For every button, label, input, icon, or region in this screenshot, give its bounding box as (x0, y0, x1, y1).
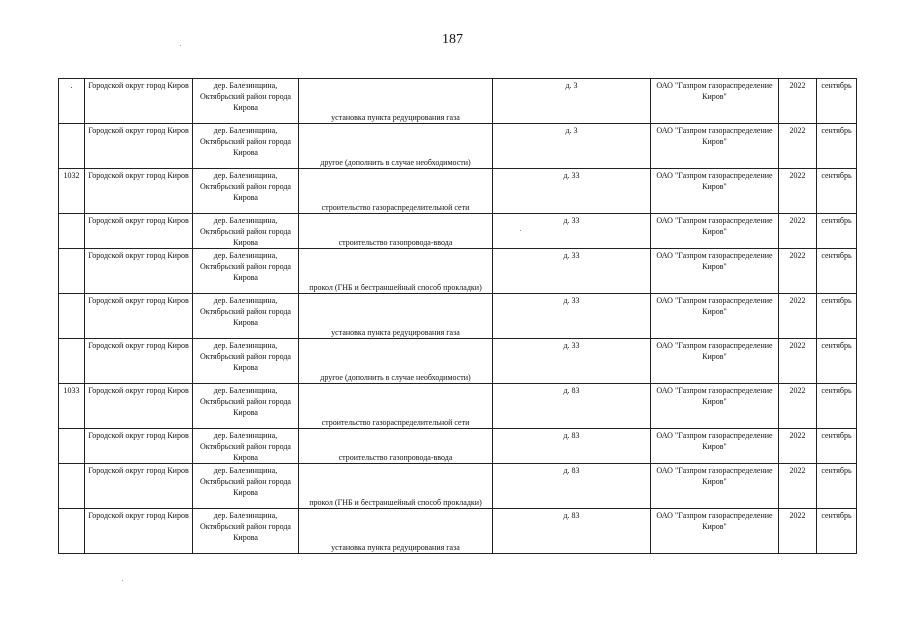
year-cell: 2022 (779, 509, 817, 554)
table-row (59, 509, 857, 554)
table-body (59, 79, 857, 554)
month-cell: сентябрь (817, 124, 857, 169)
year-cell: 2022 (779, 79, 817, 124)
month-cell: сентябрь (817, 79, 857, 124)
year-cell: 2022 (779, 169, 817, 214)
municipality-cell: Городской округ город Киров (85, 464, 193, 509)
locality-cell: дер. Балезинщина, Октябрьский район города Кирова (193, 79, 299, 124)
table-row (59, 169, 857, 214)
scan-speck (122, 580, 123, 581)
locality-cell: дер. Балезинщина, Октябрьский район города Кирова (193, 214, 299, 249)
organization-cell: ОАО "Газпром газораспределение Киров" (651, 79, 779, 124)
organization-cell: ОАО "Газпром газораспределение Киров" (651, 429, 779, 464)
row-number (59, 429, 85, 464)
row-number (59, 294, 85, 339)
work-type-cell: прокол (ГНБ и бестраншейный способ прокладки) (299, 249, 493, 294)
house-number-cell: д. 3 (493, 79, 651, 124)
municipality-cell: Городской округ город Киров (85, 249, 193, 294)
row-number (59, 509, 85, 554)
work-type-cell: установка пункта редуцирования газа (299, 294, 493, 339)
organization-cell: ОАО "Газпром газораспределение Киров" (651, 249, 779, 294)
organization-cell: ОАО "Газпром газораспределение Киров" (651, 124, 779, 169)
organization-cell: ОАО "Газпром газораспределение Киров" (651, 384, 779, 429)
locality-cell: дер. Балезинщина, Октябрьский район города Кирова (193, 169, 299, 214)
organization-cell: ОАО "Газпром газораспределение Киров" (651, 464, 779, 509)
work-type-cell: строительство газораспределительной сети (299, 384, 493, 429)
organization-cell: ОАО "Газпром газораспределение Киров" (651, 339, 779, 384)
row-number: . (59, 79, 85, 124)
locality-cell: дер. Балезинщина, Октябрьский район города Кирова (193, 249, 299, 294)
year-cell: 2022 (779, 464, 817, 509)
table-row (59, 384, 857, 429)
month-cell: сентябрь (817, 464, 857, 509)
house-number-cell: д. 33 (493, 249, 651, 294)
table-row (59, 124, 857, 169)
house-number-cell: д. 83 (493, 464, 651, 509)
year-cell: 2022 (779, 384, 817, 429)
table-row (59, 79, 857, 124)
scan-speck (520, 230, 521, 231)
municipality-cell: Городской округ город Киров (85, 429, 193, 464)
row-number (59, 249, 85, 294)
year-cell: 2022 (779, 339, 817, 384)
locality-cell: дер. Балезинщина, Октябрьский район города Кирова (193, 509, 299, 554)
municipality-cell: Городской округ город Киров (85, 509, 193, 554)
work-type-cell: прокол (ГНБ и бестраншейный способ прокладки) (299, 464, 493, 509)
month-cell: сентябрь (817, 294, 857, 339)
municipality-cell: Городской округ город Киров (85, 124, 193, 169)
work-type-cell: другое (дополнить в случае необходимости) (299, 339, 493, 384)
page-number: 187 (442, 32, 463, 47)
table-row (59, 294, 857, 339)
table-row (59, 429, 857, 464)
year-cell: 2022 (779, 124, 817, 169)
house-number-cell: д. 83 (493, 509, 651, 554)
table-row (59, 214, 857, 249)
organization-cell: ОАО "Газпром газораспределение Киров" (651, 214, 779, 249)
work-type-cell: другое (дополнить в случае необходимости) (299, 124, 493, 169)
table-row (59, 464, 857, 509)
municipality-cell: Городской округ город Киров (85, 384, 193, 429)
house-number-cell: д. 83 (493, 384, 651, 429)
locality-cell: дер. Балезинщина, Октябрьский район города Кирова (193, 339, 299, 384)
work-type-cell: установка пункта редуцирования газа (299, 509, 493, 554)
municipality-cell: Городской округ город Киров (85, 214, 193, 249)
month-cell: сентябрь (817, 509, 857, 554)
work-type-cell: строительство газораспределительной сети (299, 169, 493, 214)
month-cell: сентябрь (817, 339, 857, 384)
work-type-cell: строительство газопровода-ввода (299, 429, 493, 464)
locality-cell: дер. Балезинщина, Октябрьский район города Кирова (193, 294, 299, 339)
month-cell: сентябрь (817, 384, 857, 429)
month-cell: сентябрь (817, 214, 857, 249)
organization-cell: ОАО "Газпром газораспределение Киров" (651, 169, 779, 214)
work-type-cell: установка пункта редуцирования газа (299, 79, 493, 124)
row-number (59, 214, 85, 249)
table-row (59, 249, 857, 294)
house-number-cell: д. 33 (493, 169, 651, 214)
municipality-cell: Городской округ город Киров (85, 339, 193, 384)
municipality-cell: Городской округ город Киров (85, 79, 193, 124)
municipality-cell: Городской округ город Киров (85, 169, 193, 214)
house-number-cell: д. 3 (493, 124, 651, 169)
municipality-cell: Городской округ город Киров (85, 294, 193, 339)
organization-cell: ОАО "Газпром газораспределение Киров" (651, 294, 779, 339)
year-cell: 2022 (779, 294, 817, 339)
house-number-cell: д. 33 (493, 294, 651, 339)
month-cell: сентябрь (817, 249, 857, 294)
row-number (59, 124, 85, 169)
house-number-cell: д. 33 (493, 339, 651, 384)
row-number: 1033 (59, 384, 85, 429)
row-number: 1032 (59, 169, 85, 214)
scan-speck (180, 45, 181, 46)
year-cell: 2022 (779, 214, 817, 249)
row-number (59, 464, 85, 509)
organization-cell: ОАО "Газпром газораспределение Киров" (651, 509, 779, 554)
works-table (58, 78, 857, 554)
month-cell: сентябрь (817, 429, 857, 464)
year-cell: 2022 (779, 249, 817, 294)
locality-cell: дер. Балезинщина, Октябрьский район города Кирова (193, 464, 299, 509)
locality-cell: дер. Балезинщина, Октябрьский район города Кирова (193, 124, 299, 169)
year-cell: 2022 (779, 429, 817, 464)
locality-cell: дер. Балезинщина, Октябрьский район города Кирова (193, 384, 299, 429)
house-number-cell: д. 83 (493, 429, 651, 464)
table-row (59, 339, 857, 384)
locality-cell: дер. Балезинщина, Октябрьский район города Кирова (193, 429, 299, 464)
row-number (59, 339, 85, 384)
work-type-cell: строительство газопровода-ввода (299, 214, 493, 249)
house-number-cell: д. 33 (493, 214, 651, 249)
month-cell: сентябрь (817, 169, 857, 214)
